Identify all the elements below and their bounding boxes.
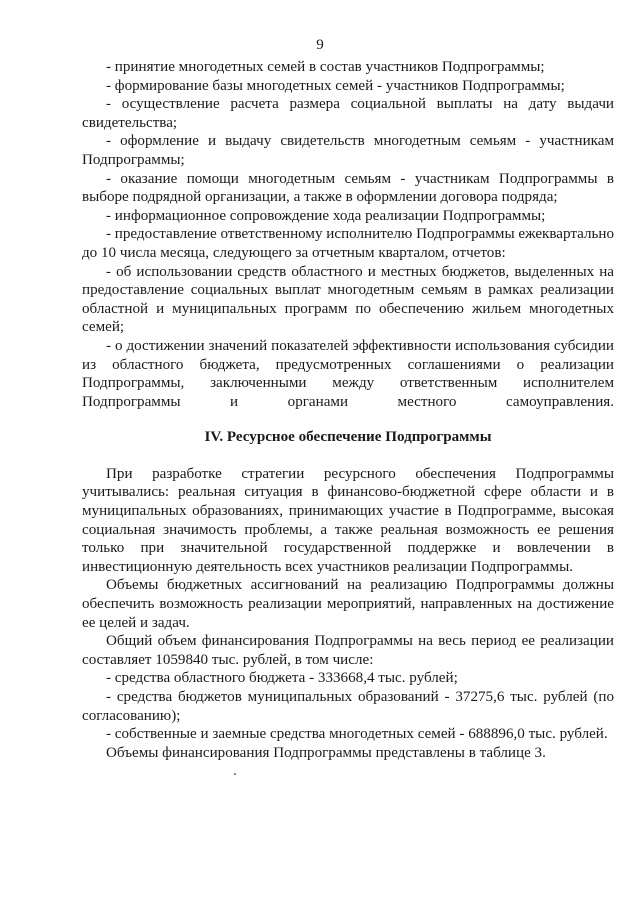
- scan-speck: [234, 773, 236, 775]
- list-item: - информационное сопровождение хода реализации Подпрограммы;: [106, 207, 546, 224]
- body-paragraph: Объемы финансирования Подпрограммы представлены в таблице 3.: [106, 744, 546, 761]
- funding-item: - собственные и заемные средства многодетных семей - 688896,0 тыс. рублей.: [106, 726, 608, 743]
- list-item: - принятие многодетных семей в состав участников Подпрограммы;: [106, 59, 545, 75]
- section-heading: IV. Ресурсное обеспечение Подпрограммы: [204, 429, 492, 446]
- document-body: [82, 58, 614, 762]
- list-item: - формирование базы многодетных семей - участников Подпрограммы;: [106, 77, 565, 94]
- body-paragraph: При разработке стратегии ресурсного обеспечения Подпрограммы учитывались: реальная ситуация в финансово-бюджетной сфере области и в муниципальных образованиях, принимающих участие в Подпрограмме, высокая социальная значимость проблемы, а также реальная возможность ее решения только при значительной государственной поддержке и вовлечении в инвестиционную деятельность всех участников реализации Подпрограммы.: [82, 465, 614, 575]
- list-item: - оформление и выдачу свидетельств многодетным семьям - участникам Подпрограммы;: [82, 133, 614, 168]
- body-paragraph: Объемы бюджетных ассигнований на реализацию Подпрограммы должны обеспечить возможность реализации мероприятий, направленных на достижение ее целей и задач.: [82, 577, 614, 631]
- page-number: 9: [316, 37, 324, 53]
- list-item: - осуществление расчета размера социальной выплаты на дату выдачи свидетельства;: [82, 96, 614, 131]
- list-item: - оказание помощи многодетным семьям - участникам Подпрограммы в выборе подрядной организации, а также в оформлении договора подряда;: [82, 170, 614, 206]
- body-paragraph: Общий объем финансирования Подпрограммы на весь период ее реализации составляет 1059840 тыс. рублей, в том числе:: [82, 633, 614, 668]
- list-item: - о достижении значений показателей эффективности использования субсидии из областного бюджета, предусмотренных соглашениями о реализации Подпрограммы, заключенными между ответственным исполнителем Подпрограммы и органами местного самоуправления.: [82, 337, 614, 410]
- list-item: - предоставление ответственному исполнителю Подпрограммы ежеквартально до 10 числа месяца, следующего за отчетным кварталом, отчетов:: [82, 226, 614, 261]
- funding-item: - средства бюджетов муниципальных образований - 37275,6 тыс. рублей (по согласованию);: [82, 689, 614, 724]
- list-item: - об использовании средств областного и местных бюджетов, выделенных на предоставление социальных выплат многодетным семьям в рамках реализации областной и муниципальных программ по обеспечению жильем многодетных семей;: [82, 263, 614, 336]
- funding-item: - средства областного бюджета - 333668,4 тыс. рублей;: [106, 670, 458, 687]
